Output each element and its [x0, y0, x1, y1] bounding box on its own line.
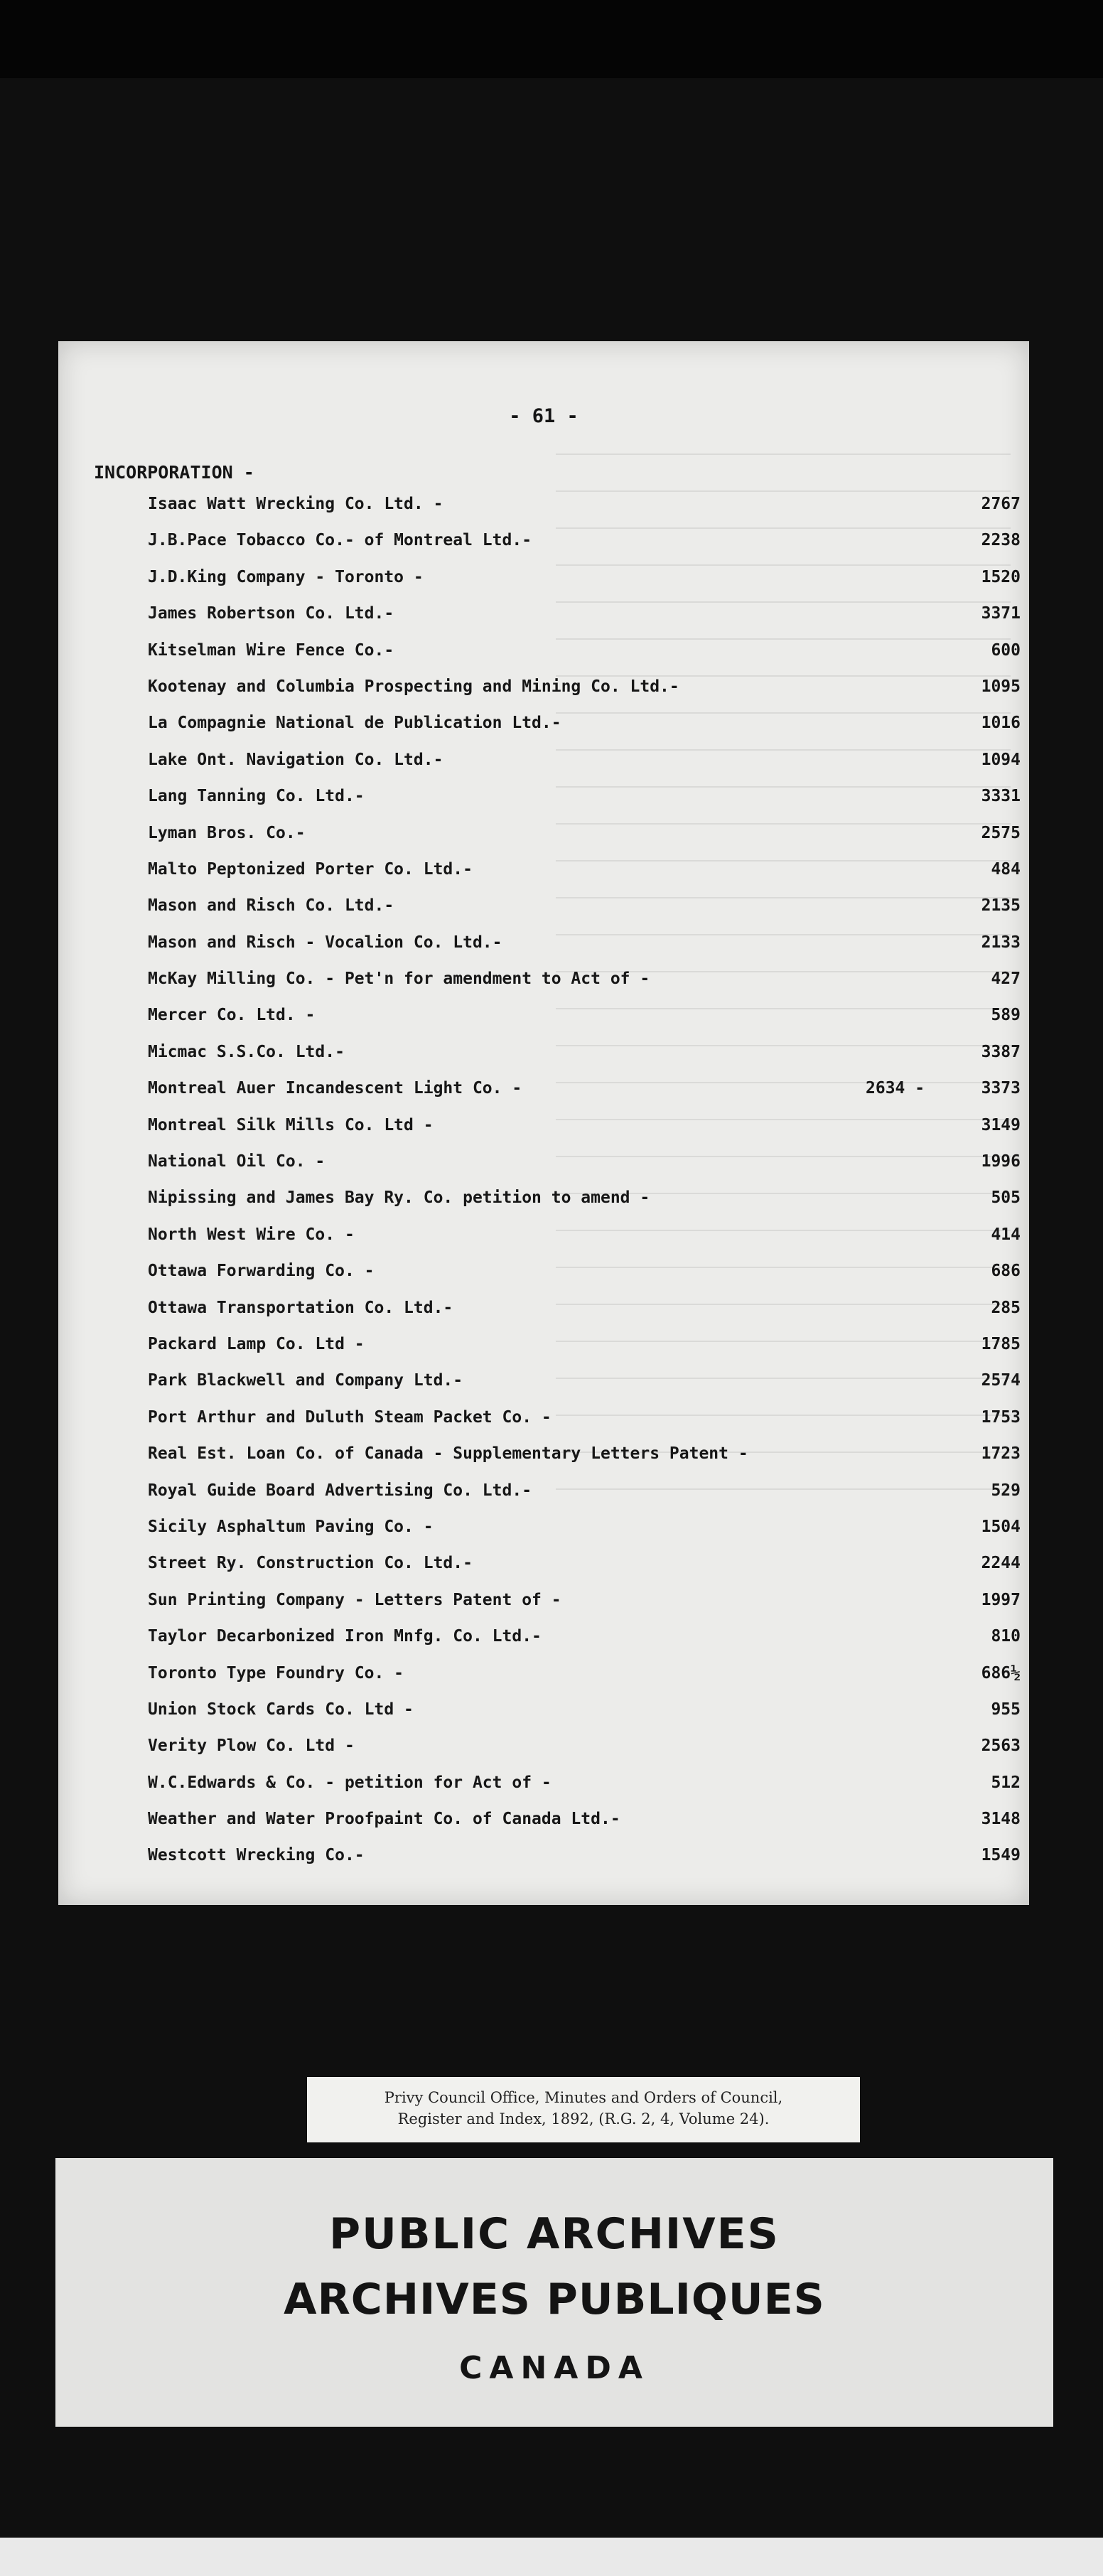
list-item [58, 962, 1029, 999]
entry-number: 1095 [981, 677, 1021, 696]
entry-name: Taylor Decarbonized Iron Mnfg. Co. Ltd.- [148, 1627, 542, 1646]
entry-number: 484 [991, 859, 1021, 879]
stamp-line-1: PUBLIC ARCHIVES [329, 2209, 780, 2259]
entry-number: 2135 [981, 896, 1021, 916]
entry-name: Ottawa Forwarding Co. - [148, 1262, 375, 1281]
list-item [58, 1072, 1029, 1108]
list-item [58, 1437, 1029, 1474]
page-number: - 61 - [509, 405, 579, 427]
list-item [58, 817, 1029, 853]
entry-list [58, 488, 1029, 1876]
list-item [58, 853, 1029, 889]
entry-name: Isaac Watt Wrecking Co. Ltd. - [148, 495, 443, 513]
list-item [58, 524, 1029, 560]
entry-name: Real Est. Loan Co. of Canada - Supplementary Letters Patent - [148, 1444, 748, 1464]
caption-line-1: Privy Council Office, Minutes and Orders of Council, [384, 2089, 783, 2106]
list-item [58, 1547, 1029, 1583]
entry-name: Union Stock Cards Co. Ltd - [148, 1700, 414, 1719]
list-item [58, 1474, 1029, 1510]
entry-name: Park Blackwell and Company Ltd.- [148, 1371, 463, 1390]
list-item [58, 1145, 1029, 1181]
entry-number: 2238 [981, 531, 1021, 550]
archives-stamp [55, 2158, 1053, 2427]
entry-number: 1723 [981, 1444, 1021, 1464]
entry-number: 810 [991, 1627, 1021, 1646]
entry-number: 2767 [981, 495, 1021, 513]
entry-number: 427 [991, 970, 1021, 989]
entry-name: Micmac S.S.Co. Ltd.- [148, 1042, 345, 1061]
entry-number: 505 [991, 1188, 1021, 1208]
entry-number: 1549 [981, 1846, 1021, 1865]
entry-number: 2574 [981, 1371, 1021, 1390]
section-heading: INCORPORATION - [94, 462, 254, 483]
film-edge-top [0, 0, 1103, 78]
stamp-line-2: ARCHIVES PUBLIQUES [284, 2275, 825, 2324]
entry-number: 3373 [981, 1079, 1021, 1098]
entry-number: 1753 [981, 1407, 1021, 1427]
entry-name: Ottawa Transportation Co. Ltd.- [148, 1298, 453, 1317]
list-item [58, 1109, 1029, 1145]
entry-number: 589 [991, 1006, 1021, 1025]
entry-name: Westcott Wrecking Co.- [148, 1846, 365, 1865]
list-item [58, 926, 1029, 962]
list-item [58, 1181, 1029, 1218]
list-item [58, 1729, 1029, 1766]
entry-number: 1016 [981, 714, 1021, 733]
list-item [58, 1036, 1029, 1072]
stamp-line-3: CANADA [459, 2350, 650, 2386]
list-item [58, 1693, 1029, 1729]
entry-name: Montreal Auer Incandescent Light Co. - [148, 1079, 522, 1098]
entry-number: 3371 [981, 604, 1021, 623]
list-item [58, 1657, 1029, 1693]
list-item [58, 1364, 1029, 1400]
entry-name: Toronto Type Foundry Co. - [148, 1663, 404, 1683]
entry-number: 1520 [981, 567, 1021, 586]
list-item [58, 1584, 1029, 1620]
entry-number: 3148 [981, 1810, 1021, 1829]
entry-name: Lyman Bros. Co.- [148, 823, 306, 842]
caption-line-2: Register and Index, 1892, (R.G. 2, 4, Volume 24). [397, 2110, 770, 2127]
list-item [58, 1401, 1029, 1437]
entry-extra-number: 2634 - [866, 1079, 925, 1098]
entry-name: J.B.Pace Tobacco Co.- of Montreal Ltd.- [148, 531, 532, 550]
entry-name: Montreal Silk Mills Co. Ltd - [148, 1115, 434, 1134]
list-item [58, 488, 1029, 524]
entry-number: 1997 [981, 1590, 1021, 1609]
entry-number: 1504 [981, 1517, 1021, 1536]
list-item [58, 634, 1029, 670]
entry-name: Nipissing and James Bay Ry. Co. petition to amend - [148, 1188, 650, 1208]
entry-number: 2133 [981, 933, 1021, 952]
list-item [58, 597, 1029, 633]
list-item [58, 1255, 1029, 1291]
entry-name: La Compagnie National de Publication Ltd.- [148, 714, 561, 733]
entry-name: McKay Milling Co. - Pet'n for amendment to Act of - [148, 970, 650, 989]
entry-name: National Oil Co. - [148, 1152, 325, 1171]
entry-number: 686 [991, 1262, 1021, 1281]
entry-number: 1094 [981, 750, 1021, 769]
list-item [58, 889, 1029, 925]
entry-number: 285 [991, 1298, 1021, 1317]
list-item [58, 1839, 1029, 1875]
entry-name: Lake Ont. Navigation Co. Ltd.- [148, 750, 443, 769]
entry-number: 2563 [981, 1737, 1021, 1756]
entry-number: 1785 [981, 1334, 1021, 1353]
entry-number: 512 [991, 1773, 1021, 1792]
entry-name: Mason and Risch Co. Ltd.- [148, 896, 394, 916]
entry-name: Malto Peptonized Porter Co. Ltd.- [148, 859, 473, 879]
entry-name: Kootenay and Columbia Prospecting and Mining Co. Ltd.- [148, 677, 679, 696]
list-item [58, 1328, 1029, 1364]
entry-name: Mason and Risch - Vocalion Co. Ltd.- [148, 933, 502, 952]
entry-number: 686½ [981, 1663, 1021, 1683]
list-item [58, 1218, 1029, 1255]
film-edge-bottom [0, 2538, 1103, 2576]
entry-name: James Robertson Co. Ltd.- [148, 604, 394, 623]
entry-number: 2575 [981, 823, 1021, 842]
entry-name: J.D.King Company - Toronto - [148, 567, 424, 586]
list-item [58, 780, 1029, 816]
entry-name: Kitselman Wire Fence Co.- [148, 640, 394, 660]
list-item [58, 999, 1029, 1035]
list-item [58, 1510, 1029, 1547]
list-item [58, 1620, 1029, 1656]
entry-number: 414 [991, 1225, 1021, 1244]
list-item [58, 670, 1029, 707]
entry-name: Weather and Water Proofpaint Co. of Canada Ltd.- [148, 1810, 620, 1829]
entry-number: 1996 [981, 1152, 1021, 1171]
entry-name: Sun Printing Company - Letters Patent of - [148, 1590, 561, 1609]
list-item [58, 1292, 1029, 1328]
entry-number: 2244 [981, 1554, 1021, 1573]
entry-number: 600 [991, 640, 1021, 660]
entry-name: North West Wire Co. - [148, 1225, 355, 1244]
entry-number: 955 [991, 1700, 1021, 1719]
document-page [58, 341, 1029, 1905]
archive-caption [307, 2077, 860, 2142]
entry-name: Lang Tanning Co. Ltd.- [148, 787, 365, 806]
entry-name: Sicily Asphaltum Paving Co. - [148, 1517, 434, 1536]
entry-name: W.C.Edwards & Co. - petition for Act of - [148, 1773, 552, 1792]
list-item [58, 561, 1029, 597]
entry-name: Packard Lamp Co. Ltd - [148, 1334, 365, 1353]
entry-name: Verity Plow Co. Ltd - [148, 1737, 355, 1756]
entry-name: Street Ry. Construction Co. Ltd.- [148, 1554, 473, 1573]
entry-name: Royal Guide Board Advertising Co. Ltd.- [148, 1481, 532, 1500]
list-item [58, 1766, 1029, 1803]
entry-name: Mercer Co. Ltd. - [148, 1006, 316, 1025]
list-item [58, 1803, 1029, 1839]
entry-number: 529 [991, 1481, 1021, 1500]
entry-name: Port Arthur and Duluth Steam Packet Co. - [148, 1407, 552, 1427]
entry-number: 3387 [981, 1042, 1021, 1061]
list-item [58, 707, 1029, 743]
list-item [58, 744, 1029, 780]
entry-number: 3331 [981, 787, 1021, 806]
entry-number: 3149 [981, 1115, 1021, 1134]
